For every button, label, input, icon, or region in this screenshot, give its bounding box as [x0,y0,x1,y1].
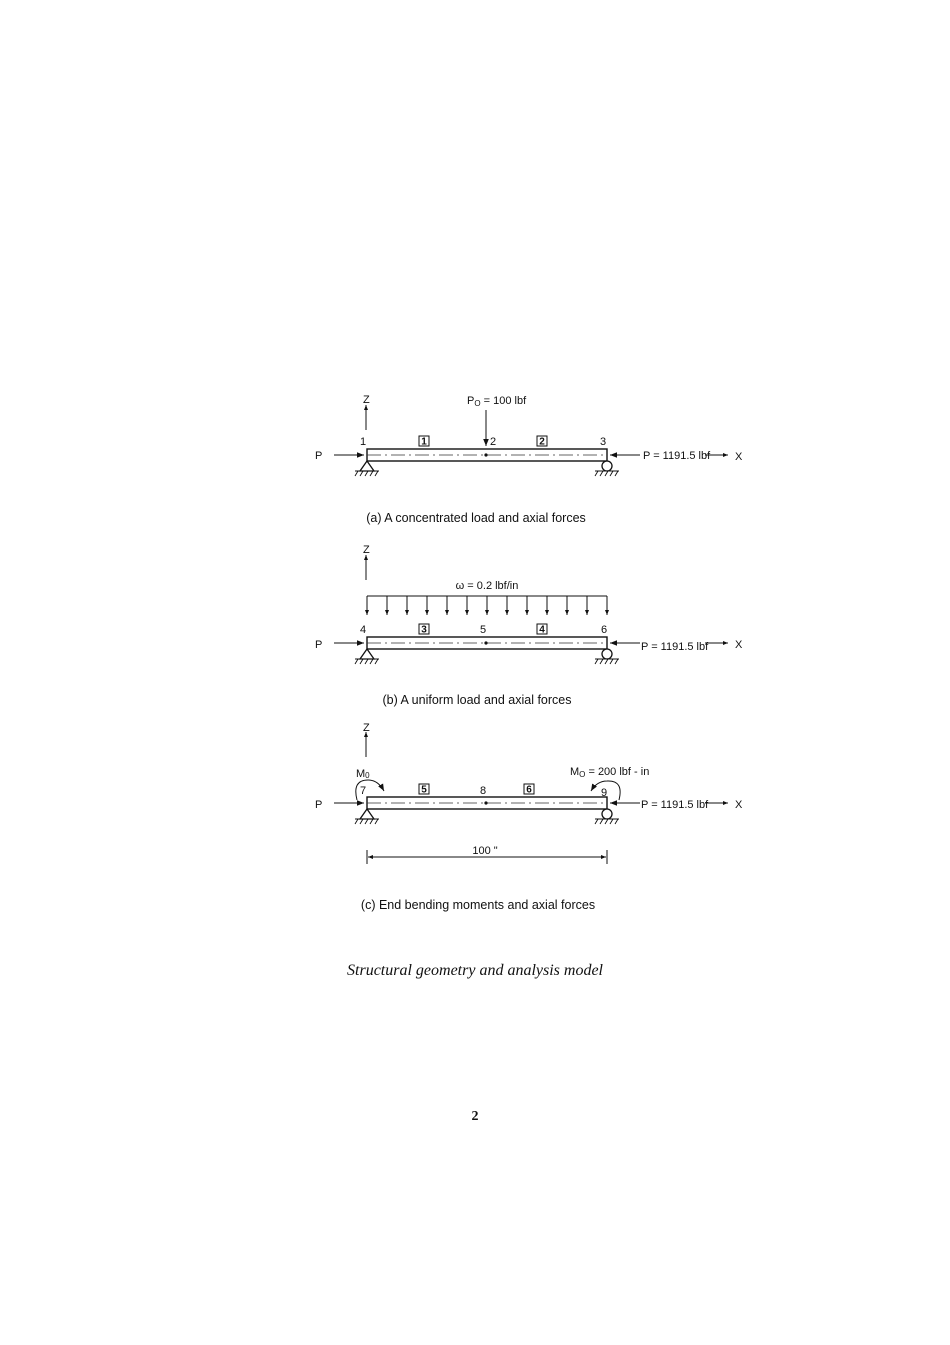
ground-hatch [595,471,619,476]
roller-support [602,461,612,471]
pin-support [360,461,374,471]
panel-c-caption: (c) End bending moments and axial forces [360,898,596,912]
element-label: 6 [526,784,532,796]
x-axis-label: X [735,799,743,811]
point-load-label: PO = 100 lbf [467,395,527,408]
node-label: 9 [601,787,608,799]
ground-hatch [355,659,379,664]
panel-b [315,544,743,707]
ground-hatch [355,471,379,476]
node-label: 3 [600,436,607,448]
node-label: 7 [360,785,367,797]
axial-force-label-right: P = 1191.5 lbf [641,799,709,811]
axial-force-label-right: P = 1191.5 lbf [643,450,711,462]
z-axis-label: Z [363,394,370,406]
panel-c [315,722,743,912]
ground-hatch [595,819,619,824]
figure-caption: Structural geometry and analysis model [347,962,603,979]
node-marker [484,641,487,644]
x-axis-label: X [735,639,743,651]
node-label: 6 [601,624,608,636]
distributed-load-label: ω = 0.2 lbf/in [455,580,519,592]
element-label: 4 [539,624,545,636]
page-number: 2 [471,1109,479,1124]
ground-hatch [595,659,619,664]
axial-force-label-left: P [315,450,323,462]
z-axis-label: Z [363,544,370,556]
moment-label-right: MO = 200 lbf - in [570,766,650,779]
roller-support [602,809,612,819]
panel-b-caption: (b) A uniform load and axial forces [382,693,572,707]
node-label: 8 [480,785,487,797]
span-label: 100 " [472,845,498,857]
pin-support [360,649,374,659]
x-axis-label: X [735,451,743,463]
element-label: 1 [421,436,427,448]
node-label: 2 [490,436,497,448]
element-label: 5 [421,784,427,796]
pin-support [360,809,374,819]
node-label: 1 [360,436,367,448]
z-axis-label: Z [363,722,370,734]
panel-a-caption: (a) A concentrated load and axial forces [366,511,586,525]
moment-label-left: M0 [356,768,370,780]
node-marker [484,453,487,456]
axial-force-label-left: P [315,639,323,651]
ground-hatch [355,819,379,824]
node-label: 5 [480,624,487,636]
element-label: 3 [421,624,427,636]
axial-force-label-right: P = 1191.5 lbf [641,641,709,653]
node-label: 4 [360,624,367,636]
panel-a [315,394,743,525]
element-label: 2 [539,436,545,448]
axial-force-label-left: P [315,799,323,811]
distributed-load-arrows [367,596,607,615]
roller-support [602,649,612,659]
node-marker [484,801,487,804]
